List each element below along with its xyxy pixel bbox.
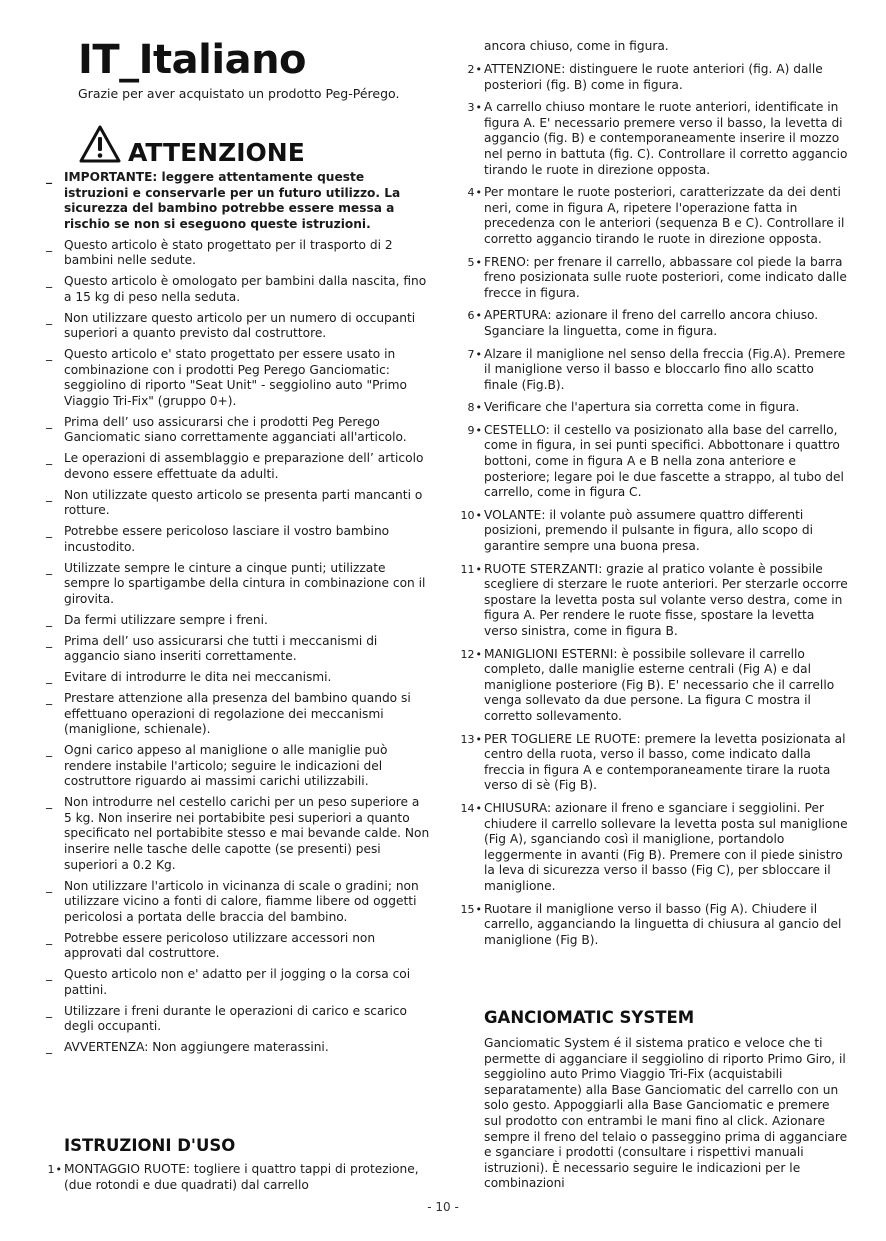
warning-item: _ Non utilizzare l'articolo in vicinanza di scale o gradini; non utilizzare vicino a fonti di calore, fiamme libere od oggetti pericolosi a portata delle braccia del bambino. [46,878,419,924]
warning-item: _ Questo articolo è stato progettato per il trasporto di 2 bambini nelle sedute. [46,237,393,268]
page-number: - 10 - [427,1200,459,1214]
warning-item: _ Prima dell’ uso assicurarsi che i prodotti Peg Perego Ganciomatic siano correttamente agganciati all'articolo. [46,414,407,445]
step-item: 13 • PER TOGLIERE LE RUOTE: premere la levetta posizionata al centro della ruota, verso il basso, come indicato dalla freccia in figura A e contemporaneamente tirare la ruota verso di sè (Fig B). [460,732,848,794]
step-item: 15 • Ruotare il maniglione verso il basso (Fig A). Chiudere il carrello, agganciando la linguetta di chiusura al gancio del maniglione (Fig B). [460,902,848,949]
steps-list-left [40,1162,430,1200]
step-item: 1 • MONTAGGIO RUOTE: togliere i quattro tappi di protezione, (due rotondi e due quadrati) dal carrello [40,1162,430,1193]
warning-item: _ Evitare di introdurre le dita nei meccanismi. [46,670,332,685]
warning-item: _ Utilizzare i freni durante le operazioni di carico e scarico degli occupanti. [46,1003,408,1034]
warning-item: _ Ogni carico appeso al maniglione o alle maniglie può rendere instabile l'articolo; seguire le indicazioni del costruttore riguardo ai massimi carichi utilizzabili. [46,743,388,789]
warning-item: _ IMPORTANTE: leggere attentamente queste istruzioni e conservarle per un futuro utilizzo. La sicurezza del bambino potrebbe essere messa a rischio se non si eseguono queste istruzioni. [46,170,401,231]
warning-item: _ Le operazioni di assemblaggio e preparazione dell’ articolo devono essere effettuate da adulti. [46,451,424,481]
thanks-text: Grazie per aver acquistato un prodotto Peg-Pérego. [78,86,400,101]
warning-item: _ Utilizzate sempre le cinture a cinque punti; utilizzate sempre lo spartigambe della cintura in combinazione con il girovita. [46,560,426,606]
warning-item: _ Da fermi utilizzare sempre i freni. [46,612,268,627]
warning-item: _ Non utilizzate questo articolo se presenta parti mancanti o rotture. [46,487,423,518]
warning-item: _ Questo articolo e' stato progettato per essere usato in combinazione con i prodotti Peg Perego Ganciomatic: seggiolino di riporto "Seat Unit" - seggiolino auto "Primo Viaggio Tri-Fix" (gruppo 0+). [46,347,407,408]
warning-title: ATTENZIONE [128,138,305,167]
step-item: 7 • Alzare il maniglione nel senso della freccia (Fig.A). Premere il maniglione verso il basso e bloccarlo fino allo scatto finale (Fig.B). [460,347,848,394]
step-item: 9 • CESTELLO: il cestello va posizionato alla base del carrello, come in figura, in sei punti specifici. Abbottonare i quattro bottoni, come in figura A e B nella zona anteriore e posteriore; legare poi le due fascette a strappo, al tubo del carrello, come in figura C. [460,423,848,501]
step-item: 12 • MANIGLIONI ESTERNI: è possibile sollevare il carrello completo, dalle maniglie esterne centrali (Fig A) e dal maniglione posteriore (Fig B). E' necessario che il carrello venga sollevato da due persone. La figura C mostra il corretto sollevamento. [460,647,848,725]
warning-item: _ Questo articolo non e' adatto per il jogging o la corsa coi pattini. [46,967,411,997]
step-item: 14 • CHIUSURA: azionare il freno e sganciare i seggiolini. Per chiudere il carrello sollevare la levetta posta sul maniglione (Fig A), sganciando così il maniglione, portandolo leggermente in avanti (Fig B). Premere con il piede sinistro la leva di sicurezza verso il basso (Fig C), per sbloccare il maniglione. [460,801,848,895]
step-item: 8 • Verificare che l'apertura sia corretta come in figura. [460,400,848,416]
warning-item: _ Questo articolo è omologato per bambini dalla nascita, fino a 15 kg di peso nella seduta. [46,274,427,304]
warning-item: _ AVVERTENZA: Non aggiungere materassini. [46,1040,329,1055]
warning-item: _ Prestare attenzione alla presenza del bambino quando si effettuano operazioni di regolazione dei meccanismi (maniglione, schienale). [46,691,411,737]
step-item: 6 • APERTURA: azionare il freno del carrello ancora chiuso. Sganciare la linguetta, come in figura. [460,308,848,339]
warning-item: _ Non utilizzare questo articolo per un numero di occupanti superiori a quanto previsto dal costruttore. [46,310,416,341]
warning-item: _ Potrebbe essere pericoloso lasciare il vostro bambino incustodito. [46,524,390,554]
step-item: 3 • A carrello chiuso montare le ruote anteriori, identificate in figura A. E' necessario premere verso il basso, la levetta di aggancio (fig. B) e contemporaneamente inserire il mozzo nel perno in battuta (fig. C). Controllare il corretto aggancio tirando le ruote in direzione opposta. [460,100,848,178]
step-item: 5 • FRENO: per frenare il carrello, abbassare col piede la barra freno posizionata sulle ruote posteriori, come indicato dalle frecce in figura. [460,255,848,302]
warning-item: _ Non introdurre nel cestello carichi per un peso superiore a 5 kg. Non inserire nei portabibite pesi superiori a quanto specificato nel portabibite stesso e mai bevande calde. Non inserire nelle tasche delle capotte (se presenti) pesi superiori a 0.2 Kg. [46,795,430,872]
ganciomatic-text: Ganciomatic System é il sistema pratico e veloce che ti permette di agganciare il seggiolino di riporto Primo Giro, il seggiolino auto Primo Viaggio Tri-Fix (acquistabili separatamente) alla Base Ganciomatic del carrello con un solo gesto. Appoggiarli alla Base Ganciomatic e premere sul prodotto con entrambi le mani fino al click. Azionare sempre il freno del telaio o passeggino prima di agganciare e sganciare i prodotti (consultare i rispettivi manuali istruzioni). È necessario seguire le indicazioni per le combinazioni [484,1036,848,1191]
instructions-heading: ISTRUZIONI D'USO [64,1136,236,1155]
ganciomatic-heading: GANCIOMATIC SYSTEM [484,1008,695,1027]
warning-item: _ Potrebbe essere pericoloso utilizzare accessori non approvati dal costruttore. [46,930,376,961]
warning-heading [78,124,305,167]
steps-list [460,62,848,955]
warning-triangle-icon [78,124,122,164]
step-item: 2 • ATTENZIONE: distinguere le ruote anteriori (fig. A) dalle posteriori (fig. B) come in figura. [460,62,848,93]
step-item: 11 • RUOTE STERZANTI: grazie al pratico volante è possibile scegliere di sterzare le ruote anteriori. Per sterzarle occorre spostare la levetta posta sul volante verso destra, come in figura A. Per rendere le ruote fisse, spostare la levetta verso sinistra, come in figura B. [460,562,848,640]
step-item: 10 • VOLANTE: il volante può assumere quattro differenti posizioni, premendo il pulsante in figura, allo scopo di garantire sempre una buona presa. [460,508,848,555]
step-item: 4 • Per montare le ruote posteriori, caratterizzate da dei denti neri, come in figura A, ripetere l'operazione fatta in precedenza con le anteriori (sequenza B e C). Controllare il corretto aggancio tirando le ruote in direzione opposta. [460,185,848,247]
warnings-list [46,170,430,1061]
page-title: IT_Italiano [78,37,307,83]
warning-item: _ Prima dell’ uso assicurarsi che tutti i meccanismi di aggancio siano inseriti correttamente. [46,633,378,664]
step-1-continuation: ancora chiuso, come in figura. [484,39,669,53]
